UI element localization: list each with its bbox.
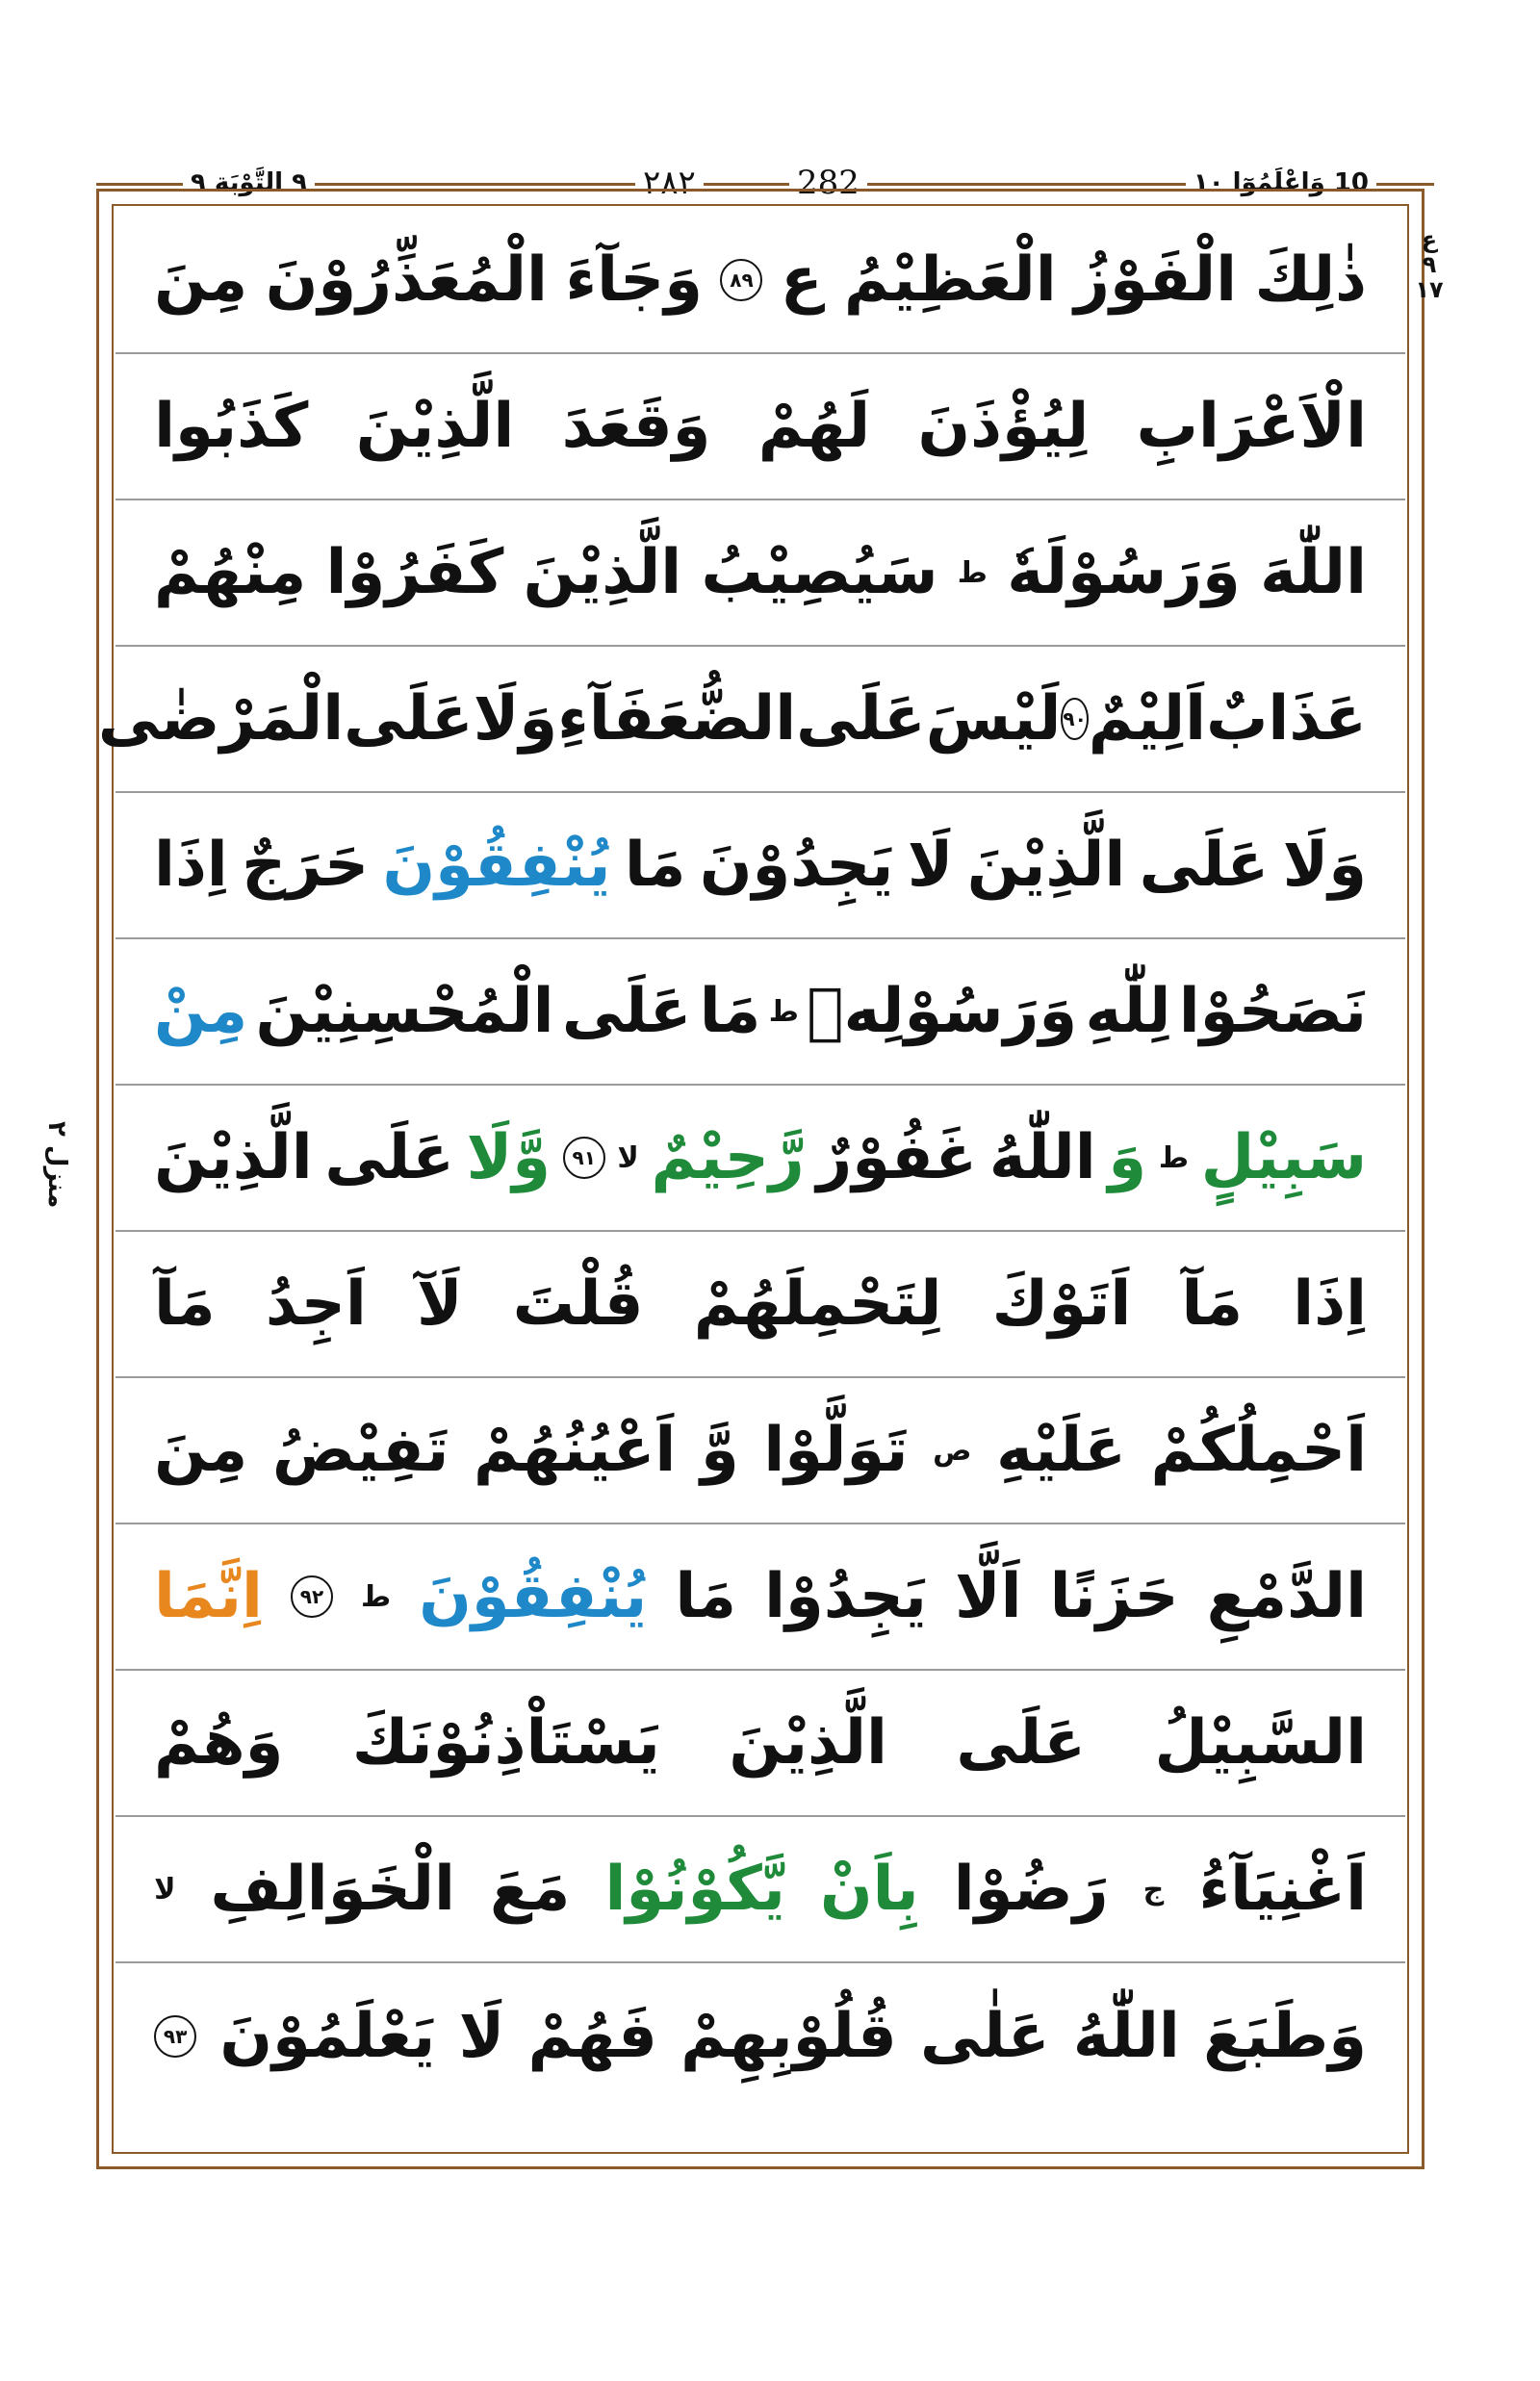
- word: فَهُمْ: [527, 2001, 657, 2072]
- ruku-marker: ع ٩ ١٧: [1415, 226, 1444, 303]
- word: وَجَآءَ: [565, 244, 704, 316]
- word: الَّذِيْنَ: [523, 537, 682, 608]
- word: لِيُؤْذَنَ: [917, 391, 1090, 462]
- word: مَا: [624, 830, 686, 901]
- word: مِنَ: [154, 244, 248, 316]
- manzil-marker: منزل ٢: [42, 1120, 71, 1209]
- word: تَوَلَّوْا: [763, 1415, 909, 1486]
- waqf-mark: ط: [361, 1579, 392, 1614]
- word: يَسْتَاْذِنُوْنَكَ: [351, 1707, 660, 1779]
- word: الْاَعْرَابِ: [1136, 391, 1367, 462]
- word: اَعْيُنُهُمْ: [474, 1415, 677, 1486]
- page-number-arabic: ٢٨٢: [635, 162, 704, 204]
- word: سَبِيْلٍ: [1200, 1122, 1367, 1193]
- word: مِنْ: [154, 976, 248, 1047]
- word: الَّذِيْنَ: [966, 830, 1126, 901]
- word: الْمَرْضٰى: [97, 683, 345, 755]
- word: لِلّٰهِ: [1085, 976, 1171, 1047]
- text-line-1: [116, 208, 1405, 354]
- word: يُنْفِقُوْنَ: [419, 1561, 648, 1632]
- waqf-mark: ج: [1142, 1872, 1165, 1907]
- word: كَذَبُوا: [154, 391, 309, 462]
- word: عَلَى: [324, 1122, 454, 1193]
- word: لَيْسَ: [925, 683, 1062, 755]
- word: مَعَ: [490, 1854, 571, 1925]
- word: الدَّمْعِ: [1206, 1561, 1367, 1632]
- ayah-number-marker: ٨٩: [720, 259, 762, 301]
- word: الَّذِيْنَ: [154, 1122, 313, 1193]
- text-line-5: [116, 793, 1405, 939]
- text-line-8: [116, 1232, 1405, 1378]
- word: عَلَى: [956, 1707, 1087, 1779]
- waqf-mark: لا: [617, 1140, 639, 1175]
- waqf-mark: لا: [154, 1872, 176, 1907]
- word: تَفِيْضُ: [271, 1415, 449, 1486]
- text-line-6: [116, 939, 1405, 1086]
- word: مَآ: [1181, 1268, 1244, 1340]
- text-line-10: [116, 1524, 1405, 1671]
- word: وَ: [1108, 1122, 1147, 1193]
- quran-text-lines: [97, 208, 1405, 2110]
- word: اللّٰهُ: [988, 1122, 1096, 1193]
- text-line-9: [116, 1378, 1405, 1524]
- ayah-number-marker: ٩١: [563, 1137, 605, 1179]
- word: بِاَنْ: [820, 1854, 919, 1925]
- word: عَذَابٌ: [1206, 683, 1367, 755]
- word: يَجِدُوْا: [764, 1561, 927, 1632]
- word: اَتَوْكَ: [991, 1268, 1132, 1340]
- word: عَلَى: [1139, 830, 1270, 901]
- word: مِنَ: [154, 1415, 248, 1486]
- word: حَزَنًا: [1049, 1561, 1179, 1632]
- text-line-3: [116, 500, 1405, 647]
- word: الَّذِيْنَ: [355, 391, 515, 462]
- word: مِنْهُمْ: [154, 537, 307, 608]
- word: الْخَوَالِفِ: [210, 1854, 455, 1925]
- word: يُنْفِقُوْنَ: [382, 830, 611, 901]
- word: مَآ: [154, 1268, 216, 1340]
- word: الْعَظِيْمُ ع: [780, 244, 1057, 316]
- ayah-number-marker: ٩٣: [154, 2015, 196, 2058]
- word: مَا: [675, 1561, 737, 1632]
- word: وَرَسُوْلَهٗ: [1007, 537, 1241, 608]
- word: لَا: [458, 2001, 505, 2072]
- word: لَهُمْ: [757, 391, 871, 462]
- word: اَغْنِيَآءُ: [1198, 1854, 1367, 1925]
- word: لَا: [907, 830, 954, 901]
- word: نَصَحُوْا: [1178, 976, 1367, 1047]
- word: اللّٰهُ: [1072, 2001, 1180, 2072]
- waqf-mark: ط: [768, 994, 799, 1029]
- word: اَجِدُ: [265, 1268, 367, 1340]
- word: سَيُصِيْبُ: [701, 537, 938, 608]
- word: عَلَى: [561, 976, 692, 1047]
- word: الَّذِيْنَ: [729, 1707, 887, 1779]
- word: رَضُوْا: [953, 1854, 1109, 1925]
- word: وَطَبَعَ: [1203, 2001, 1367, 2072]
- word: مَا: [699, 976, 761, 1047]
- word: حَرَجٌ: [242, 830, 370, 901]
- surah-name: ٩ التَّوْبَة ٩: [183, 162, 315, 204]
- word: وَّلَا: [466, 1122, 552, 1193]
- word: اَلَّا: [955, 1561, 1022, 1632]
- word: اِنَّمَا: [154, 1561, 263, 1632]
- word: وَقَعَدَ: [561, 391, 711, 462]
- word: عَلَى: [344, 683, 474, 755]
- word: الْفَوْزُ: [1074, 244, 1238, 316]
- text-line-2: [116, 354, 1405, 500]
- waqf-mark: ط: [957, 555, 988, 590]
- page-number-english: 282: [789, 162, 867, 204]
- word: الضُّعَفَآءِ: [557, 683, 797, 755]
- word: لَآ: [416, 1268, 463, 1340]
- text-line-7: [116, 1086, 1405, 1232]
- text-line-11: [116, 1671, 1405, 1817]
- waqf-mark: ص: [933, 1433, 972, 1468]
- word: الْمُحْسِنِيْنَ: [255, 976, 554, 1047]
- word: رَّحِيْمٌ: [651, 1122, 805, 1193]
- word: وَّ: [700, 1415, 739, 1486]
- word: يَعْلَمُوْنَ: [219, 2001, 436, 2072]
- word: اِذَا: [154, 830, 228, 901]
- text-line-13: [116, 1963, 1405, 2110]
- waqf-mark: ط: [1158, 1140, 1190, 1175]
- word: وَلَا: [1282, 830, 1367, 901]
- word: عَلَيْهِ: [996, 1415, 1126, 1486]
- word: يَّكُوْنُوْا: [604, 1854, 785, 1925]
- word: عَلٰى: [920, 2001, 1050, 2072]
- word: عَلَى: [796, 683, 926, 755]
- ayah-number-marker: ٩٢: [291, 1575, 333, 1618]
- word: قُلْتَ: [512, 1268, 644, 1340]
- word: ذٰلِكَ: [1254, 244, 1367, 316]
- text-line-4: [97, 647, 1405, 793]
- word: وَهُمْ: [154, 1707, 284, 1779]
- para-name: 10 وَاعْلَمُوٓا ١٠: [1186, 162, 1376, 204]
- word: غَفُوْرٌ: [816, 1122, 978, 1193]
- word: وَرَسُوْلِهٖ: [807, 976, 1078, 1047]
- word: وَلَا: [473, 683, 558, 755]
- ayah-number-marker: ٩٠: [1061, 698, 1088, 740]
- word: اَحْمِلُكُمْ: [1150, 1415, 1367, 1486]
- word: السَّبِيْلُ: [1154, 1707, 1367, 1779]
- word: كَفَرُوْا: [325, 537, 504, 608]
- word: اِذَا: [1293, 1268, 1367, 1340]
- word: الْمُعَذِّرُوْنَ: [265, 244, 548, 316]
- word: لِتَحْمِلَهُمْ: [693, 1268, 942, 1340]
- word: قُلُوْبِهِمْ: [680, 2001, 897, 2072]
- text-line-12: [116, 1817, 1405, 1963]
- word: يَجِدُوْنَ: [699, 830, 894, 901]
- word: اَلِيْمٌ: [1088, 683, 1207, 755]
- word: اللّٰهَ: [1260, 537, 1367, 608]
